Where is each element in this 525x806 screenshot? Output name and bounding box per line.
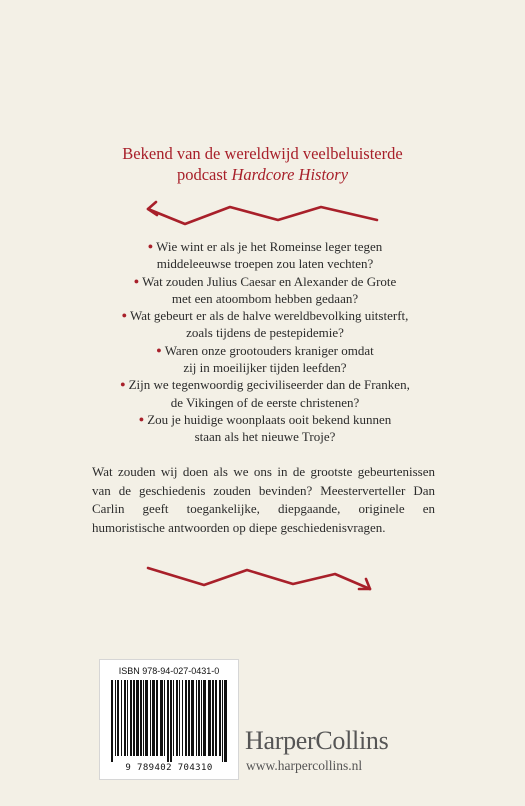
barcode-bar: [170, 680, 172, 762]
isbn-label: ISBN 978-94-027-0431-0: [118, 666, 220, 676]
barcode-bar: [156, 680, 158, 756]
barcode-bar: [150, 680, 151, 756]
bullet-icon: ●: [133, 275, 140, 286]
question-line: met een atoombom hebben gedaan?: [171, 290, 359, 306]
bullet-icon: ●: [120, 379, 126, 390]
tagline: [0, 143, 525, 185]
barcode-bar: [173, 680, 174, 756]
tagline-line-1: Bekend van de wereldwijd veelbeluisterde: [122, 144, 403, 163]
bottom-zigzag-arrow: [0, 563, 525, 599]
barcode-bar: [145, 680, 148, 756]
bullet-icon: ●: [156, 344, 162, 355]
barcode-bar: [212, 680, 214, 756]
barcode-bar: [224, 680, 227, 762]
barcode-bar: [203, 680, 206, 756]
barcode-bar: [121, 680, 122, 756]
barcode-bar: [143, 680, 144, 756]
barcode-bar: [196, 680, 197, 756]
blurb-text: Wat zouden wij doen als we ons in de grootste gebeurtenissen van de geschiedenis zouden bevinden? Meesterverteller Dan Carlin geeft toegankelijke, diepgaande, originele en humoristische antwoorden op diepe geschiedenisvragen.: [92, 464, 435, 535]
bullet-icon: ●: [147, 241, 154, 251]
tagline-line-2: [0, 164, 525, 185]
question-item: [100, 273, 430, 308]
top-zigzag-arrow: [0, 196, 525, 230]
question-line: de Vikingen of de eerste christenen?: [170, 394, 360, 410]
barcode-bar: [117, 680, 119, 756]
barcode-bar: [133, 680, 135, 756]
isbn-barcode: [99, 659, 239, 780]
barcode-bar: [140, 680, 142, 756]
barcode-bar: [127, 680, 128, 756]
question-line: Wat gebeurt er als de halve wereldbevolking uitsterft,: [130, 308, 409, 324]
barcode-bar: [215, 680, 217, 756]
barcode-bar: [188, 680, 190, 756]
barcode-bar: [222, 680, 223, 762]
question-line: Wat zouden Julius Caesar en Alexander de Grote: [142, 273, 397, 289]
question-list: [100, 238, 430, 446]
question-line: Zijn we tegenwoordig geciviliseerder dan de Franken,: [128, 377, 410, 393]
barcode-bar: [198, 680, 200, 756]
question-line: zij in moeilijker tijden leefden?: [183, 360, 347, 376]
barcode-bar: [160, 680, 163, 756]
barcode-bar: [152, 680, 155, 756]
barcode-bar: [179, 680, 180, 756]
barcode-bar: [167, 680, 169, 762]
barcode-bars: [107, 680, 231, 762]
barcode-bar: [191, 680, 194, 756]
barcode-bar: [130, 680, 132, 756]
barcode-bar: [115, 680, 116, 756]
question-line: middeleeuwse troepen zou laten vechten?: [156, 256, 374, 272]
barcode-bar: [201, 680, 202, 756]
question-item: [100, 307, 430, 342]
barcode-bar: [176, 680, 178, 756]
podcast-title: Hardcore History: [231, 165, 349, 184]
question-line: staan als het nieuwe Troje?: [194, 429, 336, 445]
question-line: Wie wint er als je het Romeinse leger tegen: [156, 239, 383, 254]
barcode-bar: [182, 680, 183, 756]
question-item: [100, 342, 430, 377]
barcode-bar: [164, 680, 165, 756]
barcode-bar: [136, 680, 139, 756]
publisher-website: www.harpercollins.nl: [246, 758, 363, 773]
question-item: [100, 411, 430, 446]
barcode-bar: [124, 680, 126, 756]
barcode-bar: [219, 680, 221, 756]
barcode-bar: [111, 680, 113, 762]
question-item: [100, 238, 430, 273]
question-line: Waren onze grootouders kraniger omdat: [164, 342, 374, 358]
question-line: Zou je huidige woonplaats ooit bekend kunnen: [147, 411, 392, 427]
tagline-prefix: podcast: [176, 165, 232, 184]
question-item: [100, 376, 430, 411]
barcode-bar: [185, 680, 187, 756]
question-line: zoals tijdens de pestepidemie?: [186, 325, 344, 341]
barcode-bar: [208, 680, 211, 756]
bullet-icon: ●: [138, 413, 145, 424]
publisher-logo: HarperCollins: [245, 726, 389, 755]
bullet-icon: ●: [121, 310, 128, 321]
barcode-digits: 9 789402 704310: [125, 763, 213, 773]
